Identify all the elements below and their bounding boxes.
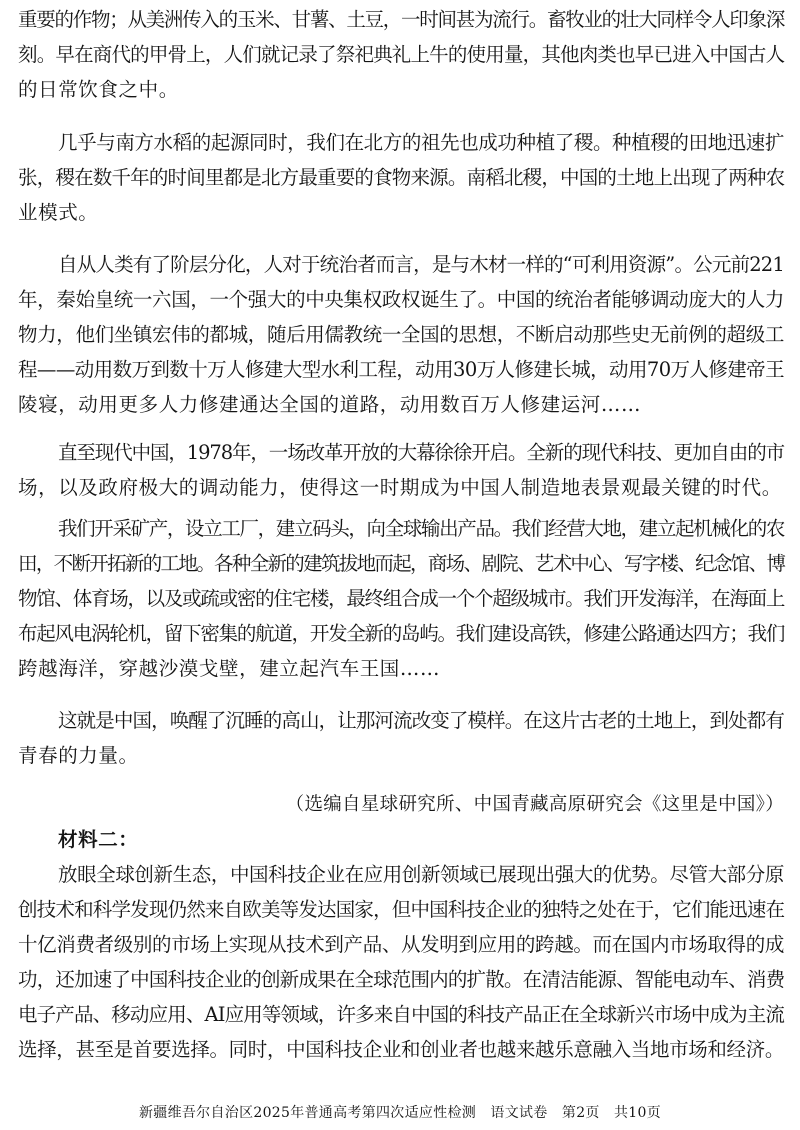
paragraph-super-projects	[18, 247, 784, 422]
text-line: 跨越海洋，穿越沙漠戈壁，建立起汽车王国……	[18, 657, 441, 680]
paragraph-conclusion	[18, 703, 784, 773]
source-citation: （选编自星球研究所、中国青藏高原研究会《这里是中国》）	[285, 794, 784, 815]
text-line: 几乎与南方水稻的起源同时，我们在北方的祖先也成功种植了稷。种植稷的田地迅速扩	[58, 131, 784, 154]
paragraph-crops-livestock	[18, 2, 784, 107]
text-line: 放眼全球创新生态，中国科技企业在应用创新领域已展现出强大的优势。尽管大部分原	[58, 863, 784, 886]
text-line: 选择，甚至是首要选择。同时，中国科技企业和创业者也越来越乐意融入当地市场和经济。	[18, 1038, 785, 1061]
text-line: 年，秦始皇统一六国，一个强大的中央集权政权诞生了。中国的统治者能够调动庞大的人力	[18, 288, 785, 311]
text-line: 功，还加速了中国科技企业的创新成果在全球范围内的扩散。在清洁能源、智能电动车、消费	[18, 968, 785, 991]
text-line: 电子产品、移动应用、AI应用等领域，许多来自中国的科技产品正在全球新兴市场中成为主流	[18, 1003, 785, 1026]
paragraph-millet	[18, 125, 784, 230]
text-line: 程——动用数万到数十万人修建大型水利工程，动用30万人修建长城，动用70万人修建帝王	[18, 358, 784, 381]
text-line: 十亿消费者级别的市场上实现从技术到产品、从发明到应用的跨越。而在国内市场取得的成	[18, 933, 785, 956]
text-line: 我们开采矿产，设立工厂，建立码头，向全球输出产品。我们经营大地，建立起机械化的农	[58, 517, 785, 540]
text-line: 青春的力量。	[18, 744, 139, 767]
text-line: 张，稷在数千年的时间里都是北方最重要的食物来源。南稻北稷，中国的土地上出现了两种农	[18, 166, 785, 189]
text-line: 物馆、体育场，以及或疏或密的住宅楼，最终组合成一个个超级城市。我们开发海洋，在海面上	[18, 587, 785, 610]
text-line: 业模式。	[18, 201, 99, 224]
text-line: 自从人类有了阶层分化，人对于统治者而言，是与木材一样的“可利用资源”。公元前221	[58, 253, 784, 276]
page-footer: 新疆维吾尔自治区2025年普通高考第四次适应性检测 语文试卷 第2页 共10页	[138, 1105, 662, 1121]
text-line: 这就是中国，唤醒了沉睡的高山，让那河流改变了模样。在这片古老的土地上，到处都有	[58, 709, 784, 732]
paragraph-reform	[18, 435, 784, 505]
text-line: 的日常饮食之中。	[18, 78, 179, 101]
paragraph-tech-enterprises	[18, 857, 784, 1067]
text-line: 陵寝，动用更多人力修建通达全国的道路，动用数百万人修建运河……	[18, 393, 642, 416]
text-line: 田，不断开拓新的工地。各种全新的建筑拔地而起，商场、剧院、艺术中心、写字楼、纪念馆、博	[18, 552, 785, 575]
text-line: 物力，他们坐镇宏伟的都城，随后用儒教统一全国的思想，不断启动那些史无前例的超级工	[18, 323, 785, 346]
text-line: 布起风电涡轮机，留下密集的航道，开发全新的岛屿。我们建设高铁，修建公路通达四方；我们	[18, 622, 785, 645]
text-line: 创技术和科学发现仍然来自欧美等发达国家，但中国科技企业的独特之处在于，它们能迅速在	[18, 898, 785, 921]
material-heading: 材料二：	[58, 828, 139, 851]
text-line: 重要的作物；从美洲传入的玉米、甘薯、土豆，一时间甚为流行。畜牧业的壮大同样令人印象深	[18, 8, 785, 31]
paragraph-construction	[18, 511, 784, 686]
text-line: 场，以及政府极大的调动能力，使得这一时期成为中国人制造地表景观最关键的时代。	[18, 476, 782, 499]
text-line: 刻。早在商代的甲骨上，人们就记录了祭祀典礼上牛的使用量，其他肉类也早已进入中国古人	[18, 43, 785, 66]
text-line: 直至现代中国，1978年，一场改革开放的大幕徐徐开启。全新的现代科技、更加自由的市	[58, 441, 784, 464]
